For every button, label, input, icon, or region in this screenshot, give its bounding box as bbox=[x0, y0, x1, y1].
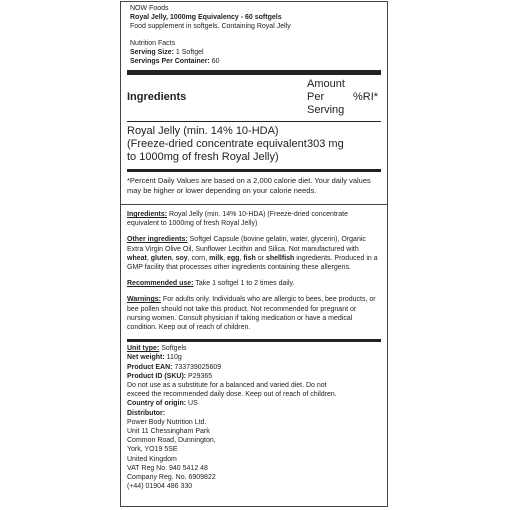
ingredients-column-header: Ingredients bbox=[127, 91, 187, 103]
product-header bbox=[121, 2, 387, 31]
product-description: Food supplement in softgels. Containing Royal Jelly bbox=[130, 23, 291, 30]
ean-label: Product EAN: bbox=[127, 363, 173, 371]
ri-column-header: %RI* bbox=[353, 91, 379, 103]
origin-value: US bbox=[186, 400, 198, 408]
distributor-line: Common Road, Dunnington, bbox=[127, 437, 216, 445]
origin-label: Country of origin: bbox=[127, 400, 187, 408]
other-ingredients-label: Other ingredients: bbox=[127, 236, 188, 244]
ingredients-label: Ingredients: bbox=[127, 211, 168, 218]
recommended-use-paragraph bbox=[127, 279, 381, 288]
supplement-label bbox=[120, 1, 388, 507]
net-weight-label: Net weight: bbox=[127, 354, 165, 362]
ingredient-amount: 303 mg bbox=[307, 138, 344, 150]
ean-row bbox=[127, 363, 381, 372]
daily-values-note: *Percent Daily Values are based on a 2,000 calorie diet. Your daily values may be higher or lower depending on your calorie needs. bbox=[127, 176, 371, 195]
allergen-fish: fish bbox=[243, 254, 256, 262]
distributor-line: Company Reg. No. 6909822 bbox=[127, 474, 216, 482]
allergen-milk: milk bbox=[209, 254, 224, 262]
distributor-line: Unit 11 Chessingham Park bbox=[127, 428, 210, 436]
distributor-line: York, YO19 5SE bbox=[127, 446, 178, 454]
nutrition-facts-block bbox=[121, 38, 387, 66]
serving-size-value: 1 Softgel bbox=[175, 49, 204, 56]
warnings-paragraph bbox=[127, 295, 381, 332]
corn-text: , corn, bbox=[187, 254, 210, 262]
origin-row bbox=[127, 399, 381, 408]
servings-per-container-value: 60 bbox=[211, 58, 220, 65]
sku-value: P29365 bbox=[186, 372, 213, 380]
ingredients-table-header bbox=[127, 78, 381, 117]
ingredients-text: Royal Jelly (min. 14% 10-HDA) (Freeze-dried concentrate equivalent to 1000mg of fresh Royal Jelly) bbox=[127, 211, 348, 228]
unit-type-label: Unit type: bbox=[127, 345, 160, 353]
serving-size-row bbox=[130, 48, 378, 57]
ingredient-row bbox=[127, 125, 381, 164]
allergen-egg: egg bbox=[227, 254, 240, 262]
product-details bbox=[127, 344, 381, 491]
sku-row bbox=[127, 372, 381, 381]
other-ingredients-paragraph bbox=[127, 235, 381, 272]
unit-type-row bbox=[127, 344, 381, 353]
distributor-label: Distributor: bbox=[127, 409, 166, 417]
nutrition-facts-title: Nutrition Facts bbox=[130, 40, 176, 47]
separator: , bbox=[239, 254, 244, 262]
ean-value: 733739025609 bbox=[172, 363, 222, 371]
recommended-use-label: Recommended use: bbox=[127, 280, 194, 288]
amount-column-header: Amount Per Serving bbox=[307, 78, 345, 116]
brand-name: NOW Foods bbox=[130, 5, 169, 12]
servings-per-container-row bbox=[130, 57, 378, 66]
thick-rule-2 bbox=[127, 169, 381, 172]
serving-size-label: Serving Size: bbox=[130, 49, 174, 56]
separator: , bbox=[223, 254, 227, 262]
table-rule bbox=[127, 121, 381, 122]
ingredients-paragraph bbox=[127, 210, 381, 228]
allergen-gluten: gluten bbox=[150, 254, 172, 262]
servings-per-container-label: Servings Per Container: bbox=[130, 58, 210, 65]
product-title: Royal Jelly, 1000mg Equivalency - 60 softgels bbox=[130, 14, 282, 21]
allergen-soy: soy bbox=[175, 254, 188, 262]
unit-type-value: Softgels bbox=[159, 345, 187, 353]
net-weight-value: 110g bbox=[164, 354, 182, 362]
disclaimer-line-1: Do not use as a substitute for a balanced and varied diet. Do not bbox=[127, 382, 327, 390]
ingredient-name: Royal Jelly (min. 14% 10-HDA) (Freeze-dried concentrate equivalent to 1000mg of fresh Royal Jelly) bbox=[127, 125, 307, 163]
sku-label: Product ID (SKU): bbox=[127, 372, 187, 380]
distributor-line: VAT Reg No. 940 5412 48 bbox=[127, 464, 208, 472]
other-ingredients-text: Softgel Capsule (bovine gelatin, water, glycerin), Organic Extra Virgin Olive Oil, Sunflower Lecithin and Silica. Not manufactured with bbox=[127, 236, 366, 253]
warnings-label: Warnings: bbox=[127, 296, 161, 304]
recommended-use-text: Take 1 softgel 1 to 2 times daily. bbox=[193, 280, 295, 288]
details-rule bbox=[127, 339, 381, 342]
distributor-line: United Kingdom bbox=[127, 455, 177, 463]
distributor-line: (+44) 01904 486 330 bbox=[127, 483, 193, 491]
allergen-shellfish: shellfish bbox=[265, 254, 295, 262]
allergen-wheat: wheat bbox=[127, 254, 147, 262]
or-text: or bbox=[255, 254, 266, 262]
thick-rule bbox=[127, 70, 381, 75]
warnings-text: For adults only. Individuals who are allergic to bees, bee products, or bee pollen should not take this product. Not recommended for pregnant or nursing women. Consult physician if taking medication or have a medical condition. Keep out of reach of children. bbox=[127, 296, 376, 332]
net-weight-row bbox=[127, 353, 381, 362]
separator: , bbox=[171, 254, 176, 262]
disclaimer-line-2: exceed the recommended daily dose. Keep out of reach of children. bbox=[127, 391, 337, 399]
other-ingredients-text-end: ingredients. Produced in a GMP facility that processes other ingredients containing these allergens. bbox=[127, 254, 378, 272]
separator: , bbox=[146, 254, 151, 262]
distributor-line: Power Body Nutrition Ltd. bbox=[127, 418, 207, 426]
info-block bbox=[121, 205, 387, 332]
